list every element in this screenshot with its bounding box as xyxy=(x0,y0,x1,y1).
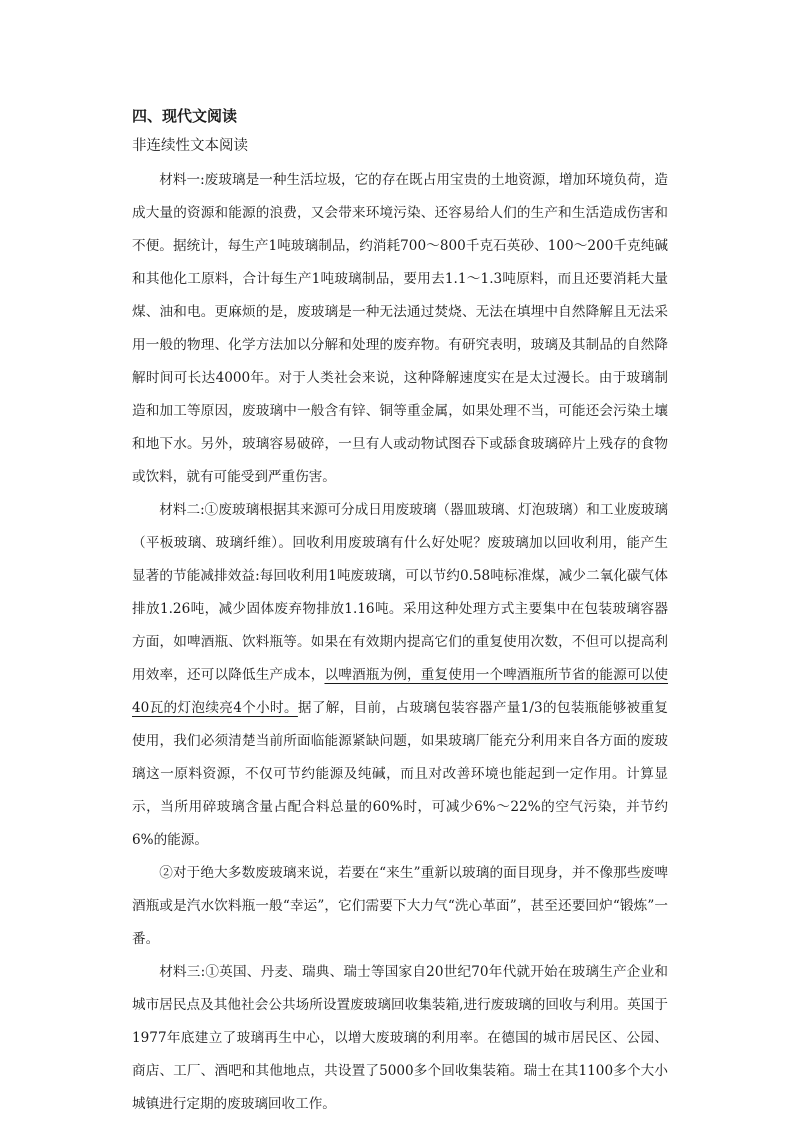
document-page xyxy=(132,96,668,1121)
material-two-paragraph xyxy=(132,494,668,857)
underlined-sentence: 以啤酒瓶为例，重复使用一个啤酒瓶所节省的能源可以使40瓦的灯泡续亮4个小时。 xyxy=(132,667,669,716)
sub-heading: 非连续性文本阅读 xyxy=(132,138,248,154)
material-two-text-start: 材料二:①废玻璃根据其来源可分成日用废玻璃（器皿玻璃、灯泡玻璃）和工业废玻璃（平板玻璃、玻璃纤维）。回收利用废玻璃有什么好处呢？废玻璃加以回收利用，能产生显著的节能减排效益:每回收利用1吨废玻璃，可以节约0.58吨标准煤，减少二氧化碳气体排放1.26吨，减少固体废弃物排放1.16吨。采用这种处理方式主要集中在包装玻璃容器方面，如啤酒瓶、饮料瓶等。如果在有效期内提高它们的重复使用次数，不但可以提高利用效率，还可以降低生产成本， xyxy=(132,502,668,683)
material-three-paragraph: 材料三:①英国、丹麦、瑞典、瑞士等国家自20世纪70年代就开始在玻璃生产企业和城市居民点及其他社会公共场所设置废玻璃回收集装箱,进行废玻璃的回收与利用。英国于1977年底建立了玻璃再生中心，以增大废玻璃的利用率。在德国的城市居民区、公园、商店、工厂、酒吧和其他地点，共设置了5000多个回收集装箱。瑞士在其1100多个大小城镇进行定期的废玻璃回收工作。 xyxy=(132,964,668,1112)
material-two-second-paragraph: ②对于绝大多数废玻璃来说，若要在“来生”重新以玻璃的面目现身，并不像那些废啤酒瓶或是汽水饮料瓶一般“幸运”，它们需要下大力气“洗心革面”，甚至还要回炉“锻炼”一番。 xyxy=(132,865,668,947)
material-one-paragraph: 材料一:废玻璃是一种生活垃圾，它的存在既占用宝贵的土地资源，增加环境负荷，造成大量的资源和能源的浪费，又会带来环境污染、还容易给人们的生产和生活造成伤害和不便。据统计，每生产1吨玻璃制品，约消耗700～800千克石英砂、100～200千克纯碱和其他化工原料，合计每生产1吨玻璃制品，要用去1.1～1.3吨原料，而且还要消耗大量煤、油和电。更麻烦的是，废玻璃是一种无法通过焚烧、无法在填埋中自然降解且无法采用一般的物理、化学方法加以分解和处理的废弃物。有研究表明，玻璃及其制品的自然降解时间可长达4000年。对于人类社会来说，这种降解速度实在是太过漫长。由于玻璃制造和加工等原因，废玻璃中一般含有锌、铜等重金属，如果处理不当，可能还会污染土壤和地下水。另外，玻璃容易破碎，一旦有人或动物试图吞下或舔食玻璃碎片上残存的食物或饮料，就有可能受到严重伤害。 xyxy=(132,172,668,485)
section-heading: 四、现代文阅读 xyxy=(132,107,238,125)
material-two-text-end: 据了解，目前，占玻璃包装容器产量1/3的包装瓶能够被重复使用，我们必须清楚当前所面临能源紧缺问题，如果玻璃厂能充分利用来自各方面的废玻璃这一原料资源，不仅可节约能源及纯碱，而且对改善环境也能起到一定作用。计算显示，当所用碎玻璃含量占配合料总量的60%时，可减少6%～22%的空气污染，并节约6%的能源。 xyxy=(132,700,668,848)
